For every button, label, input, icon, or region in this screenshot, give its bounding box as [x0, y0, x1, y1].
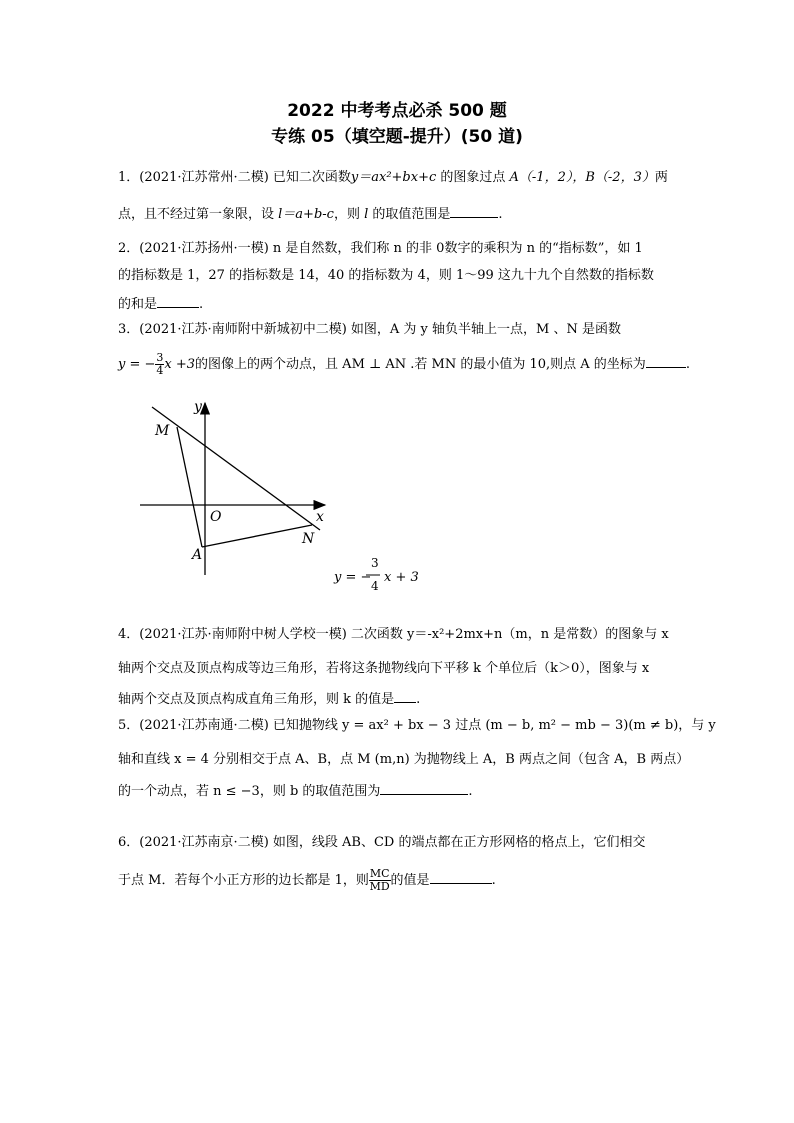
- q1-function: y＝ax²+bx+c: [350, 170, 437, 185]
- doc-title: 2022 中考考点必杀 500 题: [287, 101, 507, 121]
- q5-answer-blank[interactable]: [380, 782, 468, 795]
- q3-answer-blank[interactable]: [646, 355, 686, 368]
- q1-points: A（-1，2），B（-2，3）: [509, 170, 655, 185]
- label-O: O: [210, 509, 222, 525]
- label-N: N: [302, 531, 315, 547]
- eq-den: 4: [371, 579, 379, 593]
- q6-answer-blank[interactable]: [430, 871, 492, 884]
- q6-line2: 于点 M．若每个小正方形的边长都是 1，则 $\frac{MC}{MD}$ 的值是 .: [118, 867, 496, 893]
- eq-num: 3: [371, 556, 379, 570]
- segment-AM: [177, 427, 202, 547]
- q4-line1: 4．(2021·江苏·南师附中树人学校一模) 二次函数 y＝-x²+2mx+n（m，n 是常数）的图象与 x: [118, 627, 669, 642]
- q2-answer-blank[interactable]: [157, 295, 199, 308]
- label-M: M: [155, 423, 170, 439]
- q4-line2: 轴两个交点及顶点构成等边三角形，若将这条抛物线向下平移 k 个单位后（k＞0），图象与 x: [118, 661, 650, 676]
- doc-subtitle: 专练 05（填空题-提升）(50 道): [271, 127, 523, 147]
- q4-answer-blank[interactable]: [394, 690, 416, 703]
- q5-line3: 的一个动点，若 n ≤ −3，则 b 的取值范围为 .: [118, 784, 473, 799]
- q3-line2: y = − $\frac{3}{4}$ x +3的图像上的两个动点，且 AM ⊥ AN .若 MN 的最小值为 10,则点 A 的坐标为 .: [118, 351, 690, 377]
- q1-answer-blank[interactable]: [450, 205, 498, 218]
- label-A: A: [192, 547, 203, 563]
- q5-line2: 轴和直线 x = 4 分别相交于点 A、B，点 M (m,n) 为抛物线上 A，B 两点之间（包含 A，B 两点）: [118, 752, 690, 767]
- q5-line1: 5．(2021·江苏南通·二模) 已知抛物线 y = ax² + bx − 3 过点 (m − b, m² − mb − 3)(m ≠ b)，与 y: [118, 718, 716, 733]
- q2-line3: 的和是 .: [118, 297, 204, 312]
- q6-fraction: $\frac{MC}{MD}$: [369, 867, 390, 893]
- q3-line1: 3．(2021·江苏·南师附中新城初中二模) 如图，A 为 y 轴负半轴上一点，M 、N 是函数: [118, 322, 621, 337]
- function-line: [152, 407, 320, 530]
- q3-figure: [130, 395, 420, 595]
- q1-line2: 点，且不经过第一象限，设 l＝a+b-c，则 l 的取值范围是 .: [118, 207, 503, 222]
- eq-lhs: y = −: [334, 570, 372, 585]
- eq-rhs: x + 3: [384, 570, 419, 585]
- q3-fraction: $\frac{3}{4}$: [156, 351, 164, 377]
- label-y: y: [194, 399, 202, 415]
- q2-line1: 2．(2021·江苏扬州·一模) n 是自然数，我们称 n 的非 0数字的乘积为 n 的“指标数”，如 1: [118, 241, 643, 256]
- q2-line2: 的指标数是 1，27 的指标数是 14，40 的指标数为 4，则 1～99 这九十九个自然数的指标数: [118, 268, 654, 283]
- label-x: x: [316, 509, 324, 525]
- q6-line1: 6．(2021·江苏南京·二模) 如图，线段 AB、CD 的端点都在正方形网格的格点上，它们相交: [118, 835, 646, 850]
- q4-line3: 轴两个交点及顶点构成直角三角形，则 k 的值是 .: [118, 692, 421, 707]
- q1-line1: 1．(2021·江苏常州·二模) 已知二次函数y＝ax²+bx+c 的图象过点 A（-1，2），B（-2，3）两: [118, 170, 668, 185]
- segment-AN: [202, 525, 312, 547]
